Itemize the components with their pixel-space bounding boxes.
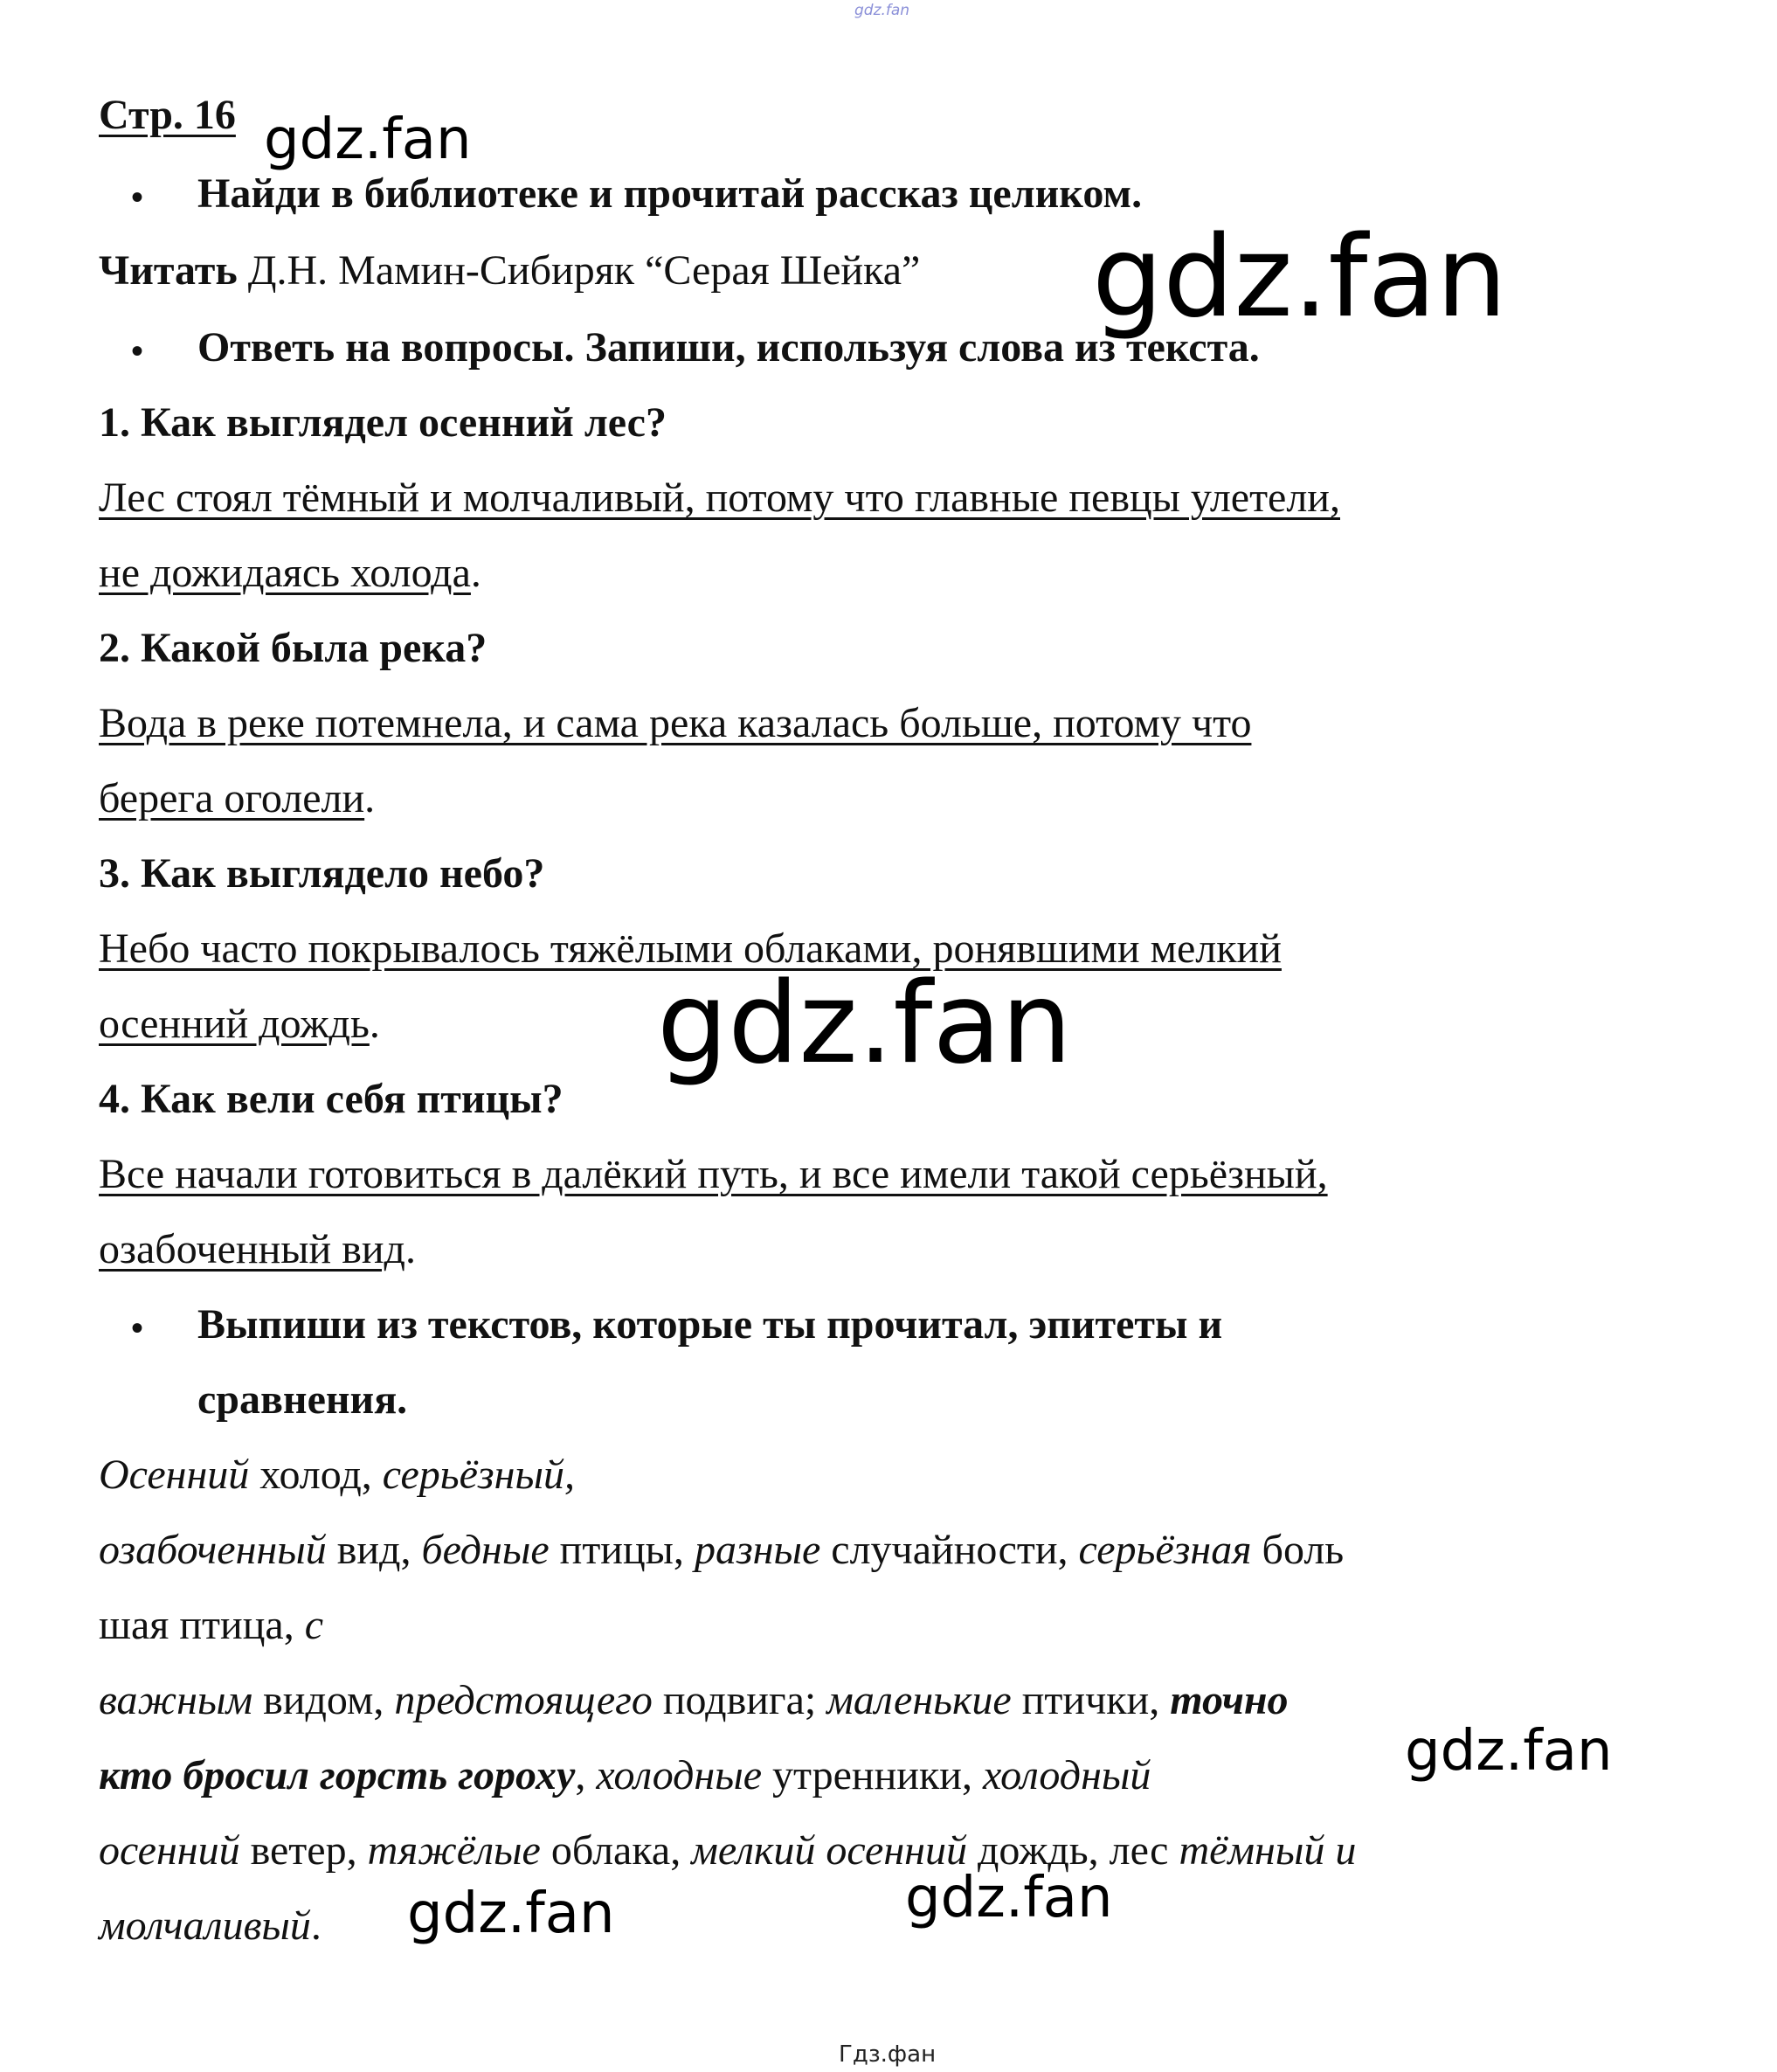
- read-line: [99, 247, 921, 294]
- bullet-2: •: [131, 331, 144, 371]
- epithet: озабоченный: [99, 1527, 327, 1573]
- comparison: точно: [1170, 1677, 1289, 1723]
- noun: утренники,: [762, 1752, 983, 1798]
- watermark-5: gdz.fan: [407, 1881, 615, 1946]
- answer-3-text-2: осенний дождь: [99, 1001, 370, 1047]
- noun: боль: [1251, 1527, 1345, 1573]
- watermark-2: gdz.fan: [1092, 212, 1507, 343]
- watermark-1: gdz.fan: [264, 107, 472, 172]
- noun: ,: [575, 1752, 597, 1798]
- answer-1-period: .: [470, 550, 481, 596]
- task-epithets-line-2: сравнения.: [197, 1376, 408, 1423]
- answer-2-text-2: берега оголели: [99, 775, 365, 821]
- epithets-line-1: [99, 1454, 575, 1496]
- epithets-line-7: [99, 1902, 322, 1949]
- noun: шая птица,: [99, 1602, 305, 1648]
- epithets-line-2: [99, 1529, 1344, 1571]
- answer-4-line-2: [99, 1226, 416, 1272]
- answer-4-line-1: [99, 1151, 1328, 1197]
- question-2: 2. Какой была река?: [99, 625, 487, 671]
- epithet: осенний: [99, 1827, 240, 1874]
- noun: холод,: [249, 1452, 383, 1498]
- answer-2-text-1: Вода в реке потемнела, и сама река казалась больше, потому что: [99, 700, 1252, 746]
- epithet: холодный: [982, 1752, 1151, 1798]
- noun: облака,: [540, 1827, 692, 1874]
- noun: ветер,: [239, 1827, 368, 1874]
- question-4: 4. Как вели себя птицы?: [99, 1076, 564, 1122]
- read-book: Д.Н. Мамин-Сибиряк “Серая Шейка”: [237, 247, 921, 294]
- epithets-line-4: [99, 1677, 1289, 1723]
- epithet: мелкий осенний: [691, 1827, 967, 1874]
- read-label: Читать: [99, 247, 238, 294]
- answer-1-line-1: [99, 477, 1340, 519]
- noun: вид,: [326, 1527, 422, 1573]
- watermark-3: gdz.fan: [657, 959, 1072, 1089]
- epithet: предстоящего: [394, 1677, 653, 1723]
- epithet: маленькие: [826, 1677, 1012, 1723]
- epithets-line-6: [99, 1827, 1357, 1874]
- noun: подвига;: [652, 1677, 827, 1723]
- top-watermark: gdz.fan: [854, 2, 910, 19]
- comparison: кто бросил горсть гороху: [99, 1752, 576, 1798]
- epithet: разные: [694, 1527, 821, 1573]
- answer-3-line-2: [99, 1003, 380, 1045]
- answer-1-text-1: Лес стоял тёмный и молчаливый, потому что главные певцы улетели,: [99, 475, 1340, 521]
- epithets-line-3: [99, 1604, 323, 1646]
- epithets-line-5: [99, 1752, 1151, 1798]
- task-epithets-line-1: Выпиши из текстов, которые ты прочитал, эпитеты и: [197, 1301, 1223, 1348]
- bullet-1: •: [131, 177, 144, 217]
- answer-2-line-1: [99, 700, 1252, 746]
- answer-4-text-2: озабоченный вид: [99, 1226, 405, 1272]
- noun: видом,: [252, 1677, 395, 1723]
- noun: птицы,: [549, 1527, 695, 1573]
- noun: дождь, лес: [966, 1827, 1179, 1874]
- question-1: 1. Как выглядел осенний лес?: [99, 399, 667, 446]
- page-footer: Гдз.фан: [839, 2041, 937, 2068]
- answer-2-period: .: [364, 775, 376, 821]
- bullet-3: •: [131, 1308, 144, 1348]
- epithet: холодные: [596, 1752, 763, 1798]
- watermark-6: gdz.fan: [905, 1866, 1113, 1930]
- noun: случайности,: [820, 1527, 1079, 1573]
- epithet: важным: [99, 1677, 253, 1723]
- epithet: с: [304, 1602, 323, 1648]
- answer-1-text-2: не дожидаясь холода: [99, 550, 471, 596]
- answer-4-period: .: [404, 1226, 416, 1272]
- epithet: тяжёлые: [367, 1827, 541, 1874]
- epithet: серьёзная: [1078, 1527, 1252, 1573]
- noun: птички,: [1011, 1677, 1171, 1723]
- answer-3-period: .: [369, 1001, 380, 1047]
- page-number: Стр. 16: [99, 92, 236, 138]
- task-answer-questions: Ответь на вопросы. Запиши, используя слова из текста.: [197, 324, 1260, 371]
- answer-3-text-1: Небо часто покрывалось тяжёлыми облаками, ронявшими мелкий: [99, 925, 1282, 972]
- noun: .: [310, 1902, 322, 1949]
- epithet: тёмный и: [1179, 1827, 1357, 1874]
- epithet: серьёзный,: [382, 1452, 575, 1498]
- epithet: молчаливый: [99, 1902, 311, 1949]
- question-3: 3. Как выглядело небо?: [99, 850, 545, 897]
- task-find-story: Найди в библиотеке и прочитай рассказ целиком.: [197, 170, 1143, 217]
- epithet: Осенний: [99, 1452, 250, 1498]
- answer-1-line-2: [99, 552, 481, 594]
- page-heading: [99, 94, 236, 136]
- watermark-4: gdz.fan: [1405, 1719, 1613, 1784]
- epithet: бедные: [421, 1527, 550, 1573]
- answer-2-line-2: [99, 775, 376, 821]
- answer-4-text-1: Все начали готовиться в далёкий путь, и все имели такой серьёзный,: [99, 1151, 1328, 1197]
